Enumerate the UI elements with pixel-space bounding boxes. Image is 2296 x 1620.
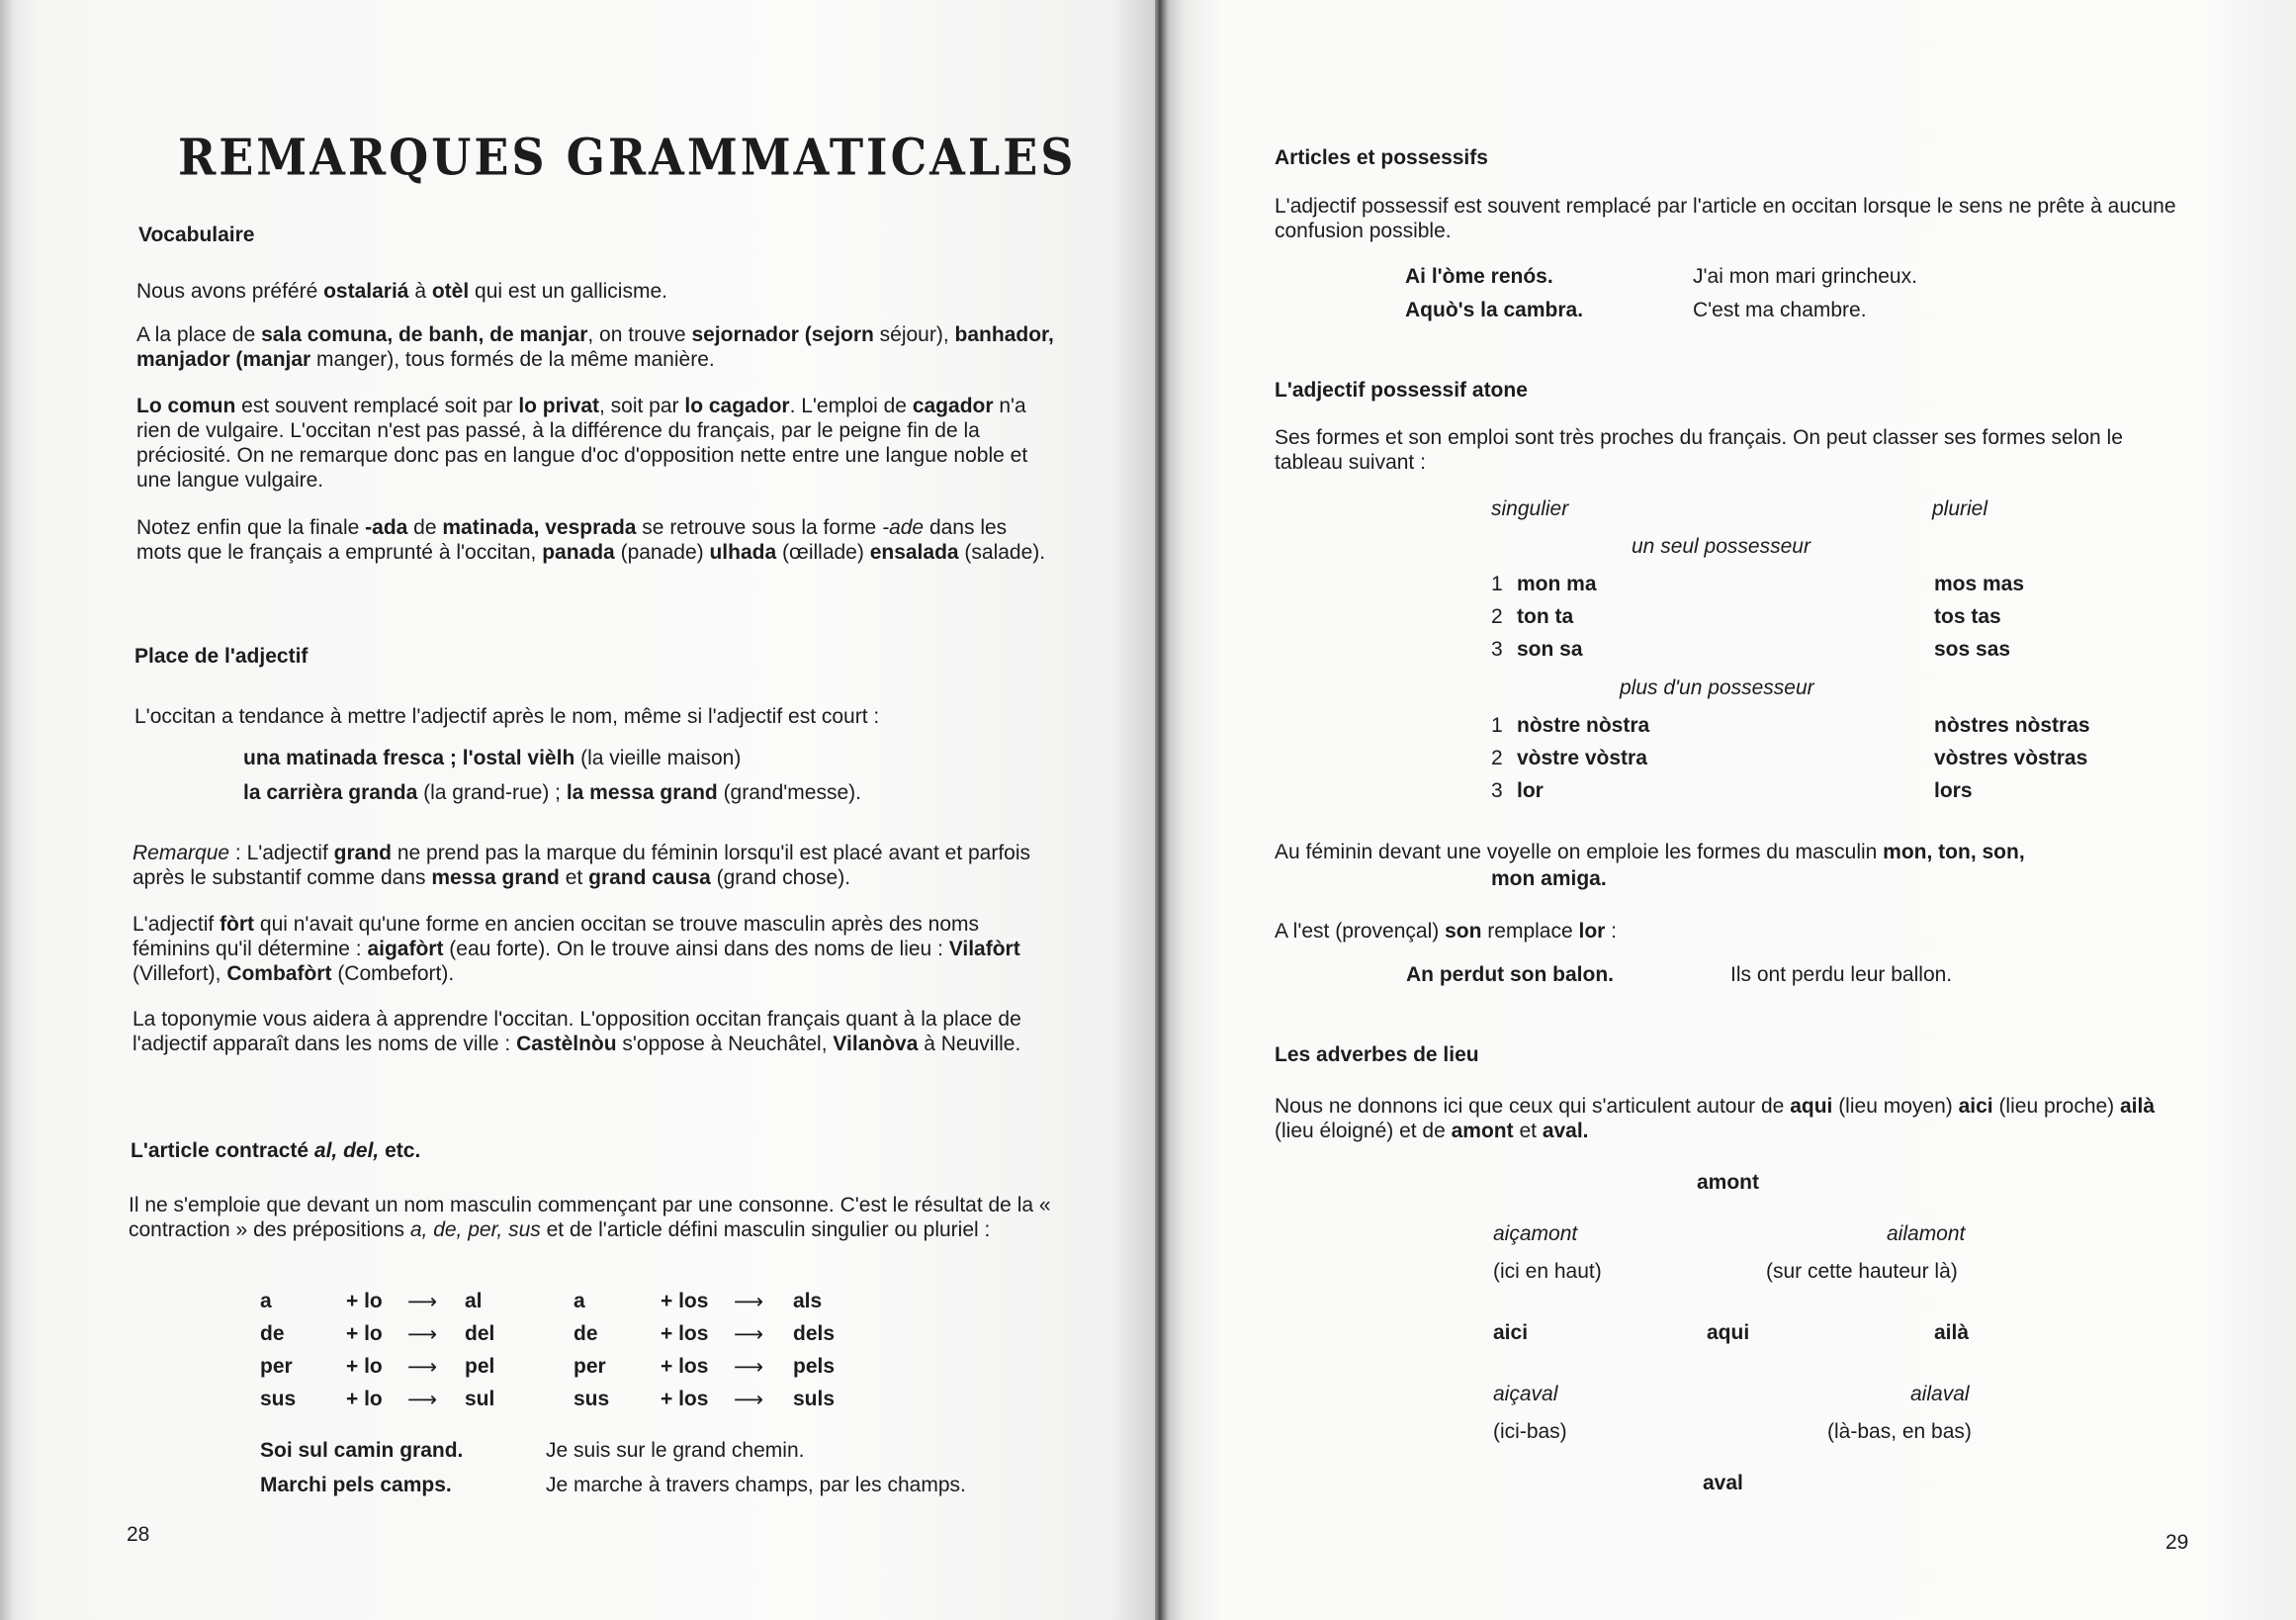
adjective-example-2: la carrièra granda (la grand-rue) ; la messa grand (grand'messe). — [243, 781, 861, 804]
possessive-person: 1 — [1491, 573, 1503, 595]
adverb-ici-bas: (ici-bas) — [1493, 1420, 1567, 1443]
possessive-singular: vòstre vòstra — [1517, 747, 1647, 769]
possessive-person: 3 — [1491, 779, 1503, 802]
contraction-plus-plural: + los — [661, 1388, 709, 1410]
possessive-person: 1 — [1491, 714, 1503, 737]
possessive-singular: ton ta — [1517, 605, 1574, 628]
contraction-prep: a — [260, 1290, 272, 1312]
vocab-paragraph-3: Lo comun est souvent remplacé soit par lo privat, soit par lo cagador. L'emploi de cagador n'a rien de vulgaire. L'occitan n'est pas passé, à la différence du français, par le peigne fin de la préciosité. On ne remarque donc pas en langue d'oc d'opposition nette entre une langue noble et une langue vulgaire. — [136, 395, 1028, 492]
contraction-arrow-plural: ⟶ — [734, 1323, 764, 1346]
atone-paragraph: Ses formes et son emploi sont très proches du français. On peut classer ses formes selon le tableau suivant : — [1275, 426, 2123, 474]
feminine-paragraph-end: mon amiga. — [1491, 867, 1607, 890]
articles-example-french: J'ai mon mari grincheux. — [1693, 265, 1917, 288]
provencal-example-fr: Ils ont perdu leur ballon. — [1730, 963, 1953, 986]
contraction-result-plural: dels — [793, 1322, 836, 1345]
contraction-result: pel — [465, 1355, 495, 1378]
contraction-prep-plural: de — [574, 1322, 598, 1345]
contraction-arrow-plural: ⟶ — [734, 1291, 764, 1313]
contraction-result: sul — [465, 1388, 495, 1410]
adverb-aicaval: aiçaval — [1493, 1383, 1558, 1405]
adverb-aila: ailà — [1934, 1321, 1970, 1344]
contraction-plus-plural: + los — [661, 1290, 709, 1312]
contraction-arrow: ⟶ — [407, 1356, 438, 1379]
column-singulier: singulier — [1491, 497, 1569, 520]
contraction-plus: + lo — [346, 1322, 383, 1345]
possessive-plural: sos sas — [1934, 638, 2011, 661]
contraction-result-plural: als — [793, 1290, 823, 1312]
contraction-result: al — [465, 1290, 483, 1312]
contraction-result-plural: suls — [793, 1388, 836, 1410]
article-paragraph-1: Il ne s'emploie que devant un nom masculin commençant par une consonne. C'est le résultat de la « contraction » des prépositions a, de, per, sus et de l'article défini masculin singulier ou pluriel : — [129, 1194, 1051, 1241]
possessive-singular: son sa — [1517, 638, 1583, 661]
feminine-paragraph: Au féminin devant une voyelle on emploie les formes du masculin mon, ton, son, — [1275, 841, 2025, 863]
adverb-sur-cette-hauteur: (sur cette hauteur là) — [1766, 1260, 1958, 1283]
vocab-heading: Vocabulaire — [138, 224, 255, 246]
possessive-plural: vòstres vòstras — [1934, 747, 2088, 769]
possessive-plural: tos tas — [1934, 605, 2001, 628]
adjective-paragraph-3: L'adjectif fòrt qui n'avait qu'une forme en ancien occitan se trouve masculin après des noms féminins qu'il détermine : aigafòrt (eau forte). On le trouve ainsi dans des noms de lieu : Vilafòrt (Villefort), Combafòrt (Combefort). — [132, 913, 1020, 985]
adverb-amont: amont — [1697, 1171, 1759, 1194]
adverb-ailamont: ailamont — [1887, 1222, 1966, 1245]
vocab-paragraph-2: A la place de sala comuna, de banh, de manjar, on trouve sejornador (sejorn séjour), banhador, manjador (manjar manger), tous formés de la même manière. — [136, 323, 1054, 371]
atone-heading: L'adjectif possessif atone — [1275, 379, 1528, 402]
contraction-arrow-plural: ⟶ — [734, 1356, 764, 1379]
contraction-prep-plural: a — [574, 1290, 585, 1312]
contraction-plus: + lo — [346, 1355, 383, 1378]
articles-example-occitan: Aquò's la cambra. — [1405, 299, 1584, 321]
page-number-left: 28 — [127, 1523, 150, 1546]
adverb-aval: aval — [1703, 1472, 1743, 1494]
contraction-plus: + lo — [346, 1388, 383, 1410]
adverb-aici: aici — [1493, 1321, 1529, 1344]
example-french: Je suis sur le grand chemin. — [546, 1439, 805, 1462]
possessive-person: 2 — [1491, 605, 1503, 628]
contraction-prep: per — [260, 1355, 293, 1378]
adverb-ici-en-haut: (ici en haut) — [1493, 1260, 1602, 1283]
page-title: REMARQUES GRAMMATICALES — [178, 128, 1077, 187]
contraction-plus: + lo — [346, 1290, 383, 1312]
provencal-example-oc: An perdut son balon. — [1406, 963, 1614, 986]
possessive-plural: nòstres nòstras — [1934, 714, 2090, 737]
possessive-singular: nòstre nòstra — [1517, 714, 1650, 737]
un-seul-possesseur: un seul possesseur — [1632, 535, 1810, 558]
contraction-prep-plural: sus — [574, 1388, 610, 1410]
contraction-arrow: ⟶ — [407, 1291, 438, 1313]
adverb-ailaval: ailaval — [1910, 1383, 1970, 1405]
contraction-prep: sus — [260, 1388, 297, 1410]
plus-dun-possesseur: plus d'un possesseur — [1620, 676, 1814, 699]
example-french: Je marche à travers champs, par les champs. — [546, 1474, 966, 1496]
contraction-arrow: ⟶ — [407, 1389, 438, 1411]
contraction-arrow: ⟶ — [407, 1323, 438, 1346]
adjective-heading: Place de l'adjectif — [134, 645, 309, 668]
adjective-paragraph-4: La toponymie vous aidera à apprendre l'occitan. L'opposition occitan français quant à la place de l'adjectif apparaît dans les noms de ville : Castèlnòu s'oppose à Neuchâtel, Vilanòva à Neuville. — [132, 1008, 1021, 1055]
example-occitan: Soi sul camin grand. — [260, 1439, 464, 1462]
adverbs-heading: Les adverbes de lieu — [1275, 1043, 1479, 1066]
articles-example-occitan: Ai l'òme renós. — [1405, 265, 1553, 288]
adjective-example-1: una matinada fresca ; l'ostal vièlh (la vieille maison) — [243, 747, 742, 769]
adjective-paragraph-1: L'occitan a tendance à mettre l'adjectif après le nom, même si l'adjectif est court : — [134, 705, 880, 728]
possessive-person: 2 — [1491, 747, 1503, 769]
contraction-arrow-plural: ⟶ — [734, 1389, 764, 1411]
possessive-plural: mos mas — [1934, 573, 2025, 595]
provencal-paragraph: A l'est (provençal) son remplace lor : — [1275, 920, 1617, 943]
column-pluriel: pluriel — [1932, 497, 1988, 520]
article-heading: L'article contracté al, del, etc. — [131, 1139, 421, 1162]
possessive-person: 3 — [1491, 638, 1503, 661]
possessive-singular: mon ma — [1517, 573, 1597, 595]
contraction-result-plural: pels — [793, 1355, 836, 1378]
contraction-prep: de — [260, 1322, 285, 1345]
adverb-aicamont: aiçamont — [1493, 1222, 1578, 1245]
contraction-plus-plural: + los — [661, 1355, 709, 1378]
example-occitan: Marchi pels camps. — [260, 1474, 452, 1496]
adverb-aqui: aqui — [1707, 1321, 1750, 1344]
articles-heading: Articles et possessifs — [1275, 146, 1488, 169]
adverbs-paragraph: Nous ne donnons ici que ceux qui s'articulent autour de aqui (lieu moyen) aici (lieu proche) ailà (lieu éloigné) et de amont et aval. — [1275, 1095, 2156, 1142]
contraction-plus-plural: + los — [661, 1322, 709, 1345]
vocab-paragraph-4: Notez enfin que la finale -ada de matinada, vesprada se retrouve sous la forme -ade dans les mots que le français a emprunté à l'occitan, panada (panade) ulhada (œillade) ensalada (salade). — [136, 516, 1046, 564]
articles-example-french: C'est ma chambre. — [1693, 299, 1867, 321]
page-number-right: 29 — [2165, 1531, 2189, 1554]
vocab-paragraph-1: Nous avons préféré ostalariá à otèl qui est un gallicisme. — [136, 280, 667, 303]
possessive-singular: lor — [1517, 779, 1544, 802]
adjective-paragraph-2: Remarque : L'adjectif grand ne prend pas la marque du féminin lorsqu'il est placé avant et parfois après le substantif comme dans messa grand et grand causa (grand chose). — [132, 842, 1031, 889]
contraction-result: del — [465, 1322, 495, 1345]
articles-paragraph: L'adjectif possessif est souvent remplacé par l'article en occitan lorsque le sens ne prête à aucune confusion possible. — [1275, 195, 2176, 242]
right-page — [1163, 0, 2296, 1620]
possessive-plural: lors — [1934, 779, 1973, 802]
adverb-la-bas: (là-bas, en bas) — [1827, 1420, 1972, 1443]
contraction-prep-plural: per — [574, 1355, 606, 1378]
